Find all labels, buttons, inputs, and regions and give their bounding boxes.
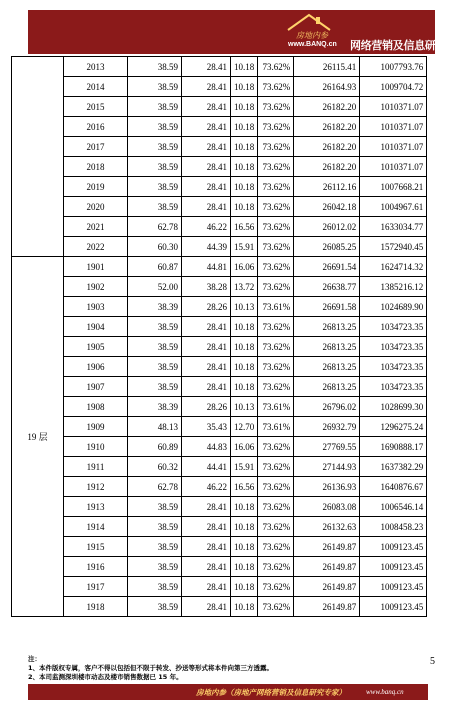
table-row (12, 77, 427, 97)
value-cell: 28.41 (182, 57, 231, 77)
table-row (12, 577, 427, 597)
room-cell: 1913 (64, 497, 128, 517)
value-cell: 26691.58 (294, 297, 360, 317)
value-cell: 60.30 (128, 237, 182, 257)
value-cell: 28.41 (182, 317, 231, 337)
value-cell: 60.32 (128, 457, 182, 477)
value-cell: 16.56 (231, 217, 258, 237)
value-cell: 10.18 (231, 57, 258, 77)
value-cell: 28.41 (182, 517, 231, 537)
value-cell: 38.59 (128, 517, 182, 537)
value-cell: 26042.18 (294, 197, 360, 217)
room-cell: 1903 (64, 297, 128, 317)
value-cell: 62.78 (128, 217, 182, 237)
value-cell: 1010371.07 (360, 97, 427, 117)
value-cell: 73.62% (258, 517, 294, 537)
value-cell: 38.59 (128, 577, 182, 597)
value-cell: 26813.25 (294, 337, 360, 357)
value-cell: 73.62% (258, 477, 294, 497)
value-cell: 38.39 (128, 297, 182, 317)
table-row (12, 557, 427, 577)
value-cell: 26164.93 (294, 77, 360, 97)
value-cell: 38.59 (128, 177, 182, 197)
room-cell: 1907 (64, 377, 128, 397)
value-cell: 26115.41 (294, 57, 360, 77)
value-cell: 1009123.45 (360, 537, 427, 557)
value-cell: 26813.25 (294, 357, 360, 377)
value-cell: 73.62% (258, 457, 294, 477)
value-cell: 28.41 (182, 357, 231, 377)
value-cell: 10.18 (231, 377, 258, 397)
room-cell: 1918 (64, 597, 128, 617)
notes-label: 注： (28, 655, 41, 663)
value-cell: 1006546.14 (360, 497, 427, 517)
value-cell: 15.91 (231, 237, 258, 257)
value-cell: 38.59 (128, 337, 182, 357)
value-cell: 73.62% (258, 117, 294, 137)
value-cell: 1028699.30 (360, 397, 427, 417)
value-cell: 28.41 (182, 177, 231, 197)
value-cell: 26149.87 (294, 597, 360, 617)
value-cell: 35.43 (182, 417, 231, 437)
value-cell: 1009123.45 (360, 597, 427, 617)
value-cell: 28.41 (182, 537, 231, 557)
value-cell: 26149.87 (294, 537, 360, 557)
room-cell: 1906 (64, 357, 128, 377)
notes-line-1: 1、本件版权专属，客户不得以包括但不限于转发、抄送等形式将本件向第三方透露。 (28, 664, 274, 672)
value-cell: 73.62% (258, 57, 294, 77)
value-cell: 26132.63 (294, 517, 360, 537)
value-cell: 26149.87 (294, 557, 360, 577)
value-cell: 73.62% (258, 77, 294, 97)
value-cell: 28.41 (182, 597, 231, 617)
value-cell: 73.62% (258, 157, 294, 177)
value-cell: 73.61% (258, 297, 294, 317)
value-cell: 1637382.29 (360, 457, 427, 477)
room-cell: 1911 (64, 457, 128, 477)
value-cell: 73.62% (258, 197, 294, 217)
value-cell: 26182.20 (294, 137, 360, 157)
value-cell: 28.41 (182, 377, 231, 397)
value-cell: 28.41 (182, 77, 231, 97)
room-cell: 2022 (64, 237, 128, 257)
value-cell: 38.59 (128, 117, 182, 137)
value-cell: 73.62% (258, 177, 294, 197)
value-cell: 26813.25 (294, 317, 360, 337)
table-row (12, 457, 427, 477)
value-cell: 38.59 (128, 357, 182, 377)
room-cell: 1912 (64, 477, 128, 497)
value-cell: 73.62% (258, 577, 294, 597)
value-cell: 28.41 (182, 577, 231, 597)
value-cell: 73.62% (258, 317, 294, 337)
value-cell: 10.18 (231, 177, 258, 197)
room-cell: 1904 (64, 317, 128, 337)
value-cell: 73.62% (258, 557, 294, 577)
floor-cell: 19 层 (12, 257, 64, 617)
value-cell: 60.89 (128, 437, 182, 457)
table-row (12, 357, 427, 377)
table-row (12, 477, 427, 497)
table-row (12, 377, 427, 397)
room-cell: 1910 (64, 437, 128, 457)
room-cell: 1914 (64, 517, 128, 537)
value-cell: 10.18 (231, 357, 258, 377)
header-banner (28, 10, 468, 54)
table-row (12, 257, 427, 277)
table-row (12, 497, 427, 517)
value-cell: 15.91 (231, 457, 258, 477)
header-title: 网络营销及信息研究专家 (350, 39, 468, 52)
value-cell: 13.72 (231, 277, 258, 297)
value-cell: 73.62% (258, 237, 294, 257)
footer-text: 房地内参（房地产网络营销及信息研究专家） (196, 688, 346, 697)
value-cell: 28.41 (182, 197, 231, 217)
value-cell: 1624714.32 (360, 257, 427, 277)
table-row (12, 317, 427, 337)
value-cell: 16.56 (231, 477, 258, 497)
room-cell: 2021 (64, 217, 128, 237)
value-cell: 26182.20 (294, 117, 360, 137)
value-cell: 1008458.23 (360, 517, 427, 537)
value-cell: 1034723.35 (360, 317, 427, 337)
value-cell: 1034723.35 (360, 357, 427, 377)
value-cell: 73.62% (258, 357, 294, 377)
value-cell: 1004967.61 (360, 197, 427, 217)
value-cell: 1007668.21 (360, 177, 427, 197)
room-cell: 2015 (64, 97, 128, 117)
value-cell: 38.59 (128, 377, 182, 397)
value-cell: 16.06 (231, 437, 258, 457)
table-row (12, 197, 427, 217)
value-cell: 1640876.67 (360, 477, 427, 497)
table-row (12, 437, 427, 457)
room-cell: 2016 (64, 117, 128, 137)
room-cell: 1901 (64, 257, 128, 277)
table-row (12, 297, 427, 317)
value-cell: 10.18 (231, 517, 258, 537)
value-cell: 26136.93 (294, 477, 360, 497)
value-cell: 10.18 (231, 557, 258, 577)
value-cell: 12.70 (231, 417, 258, 437)
value-cell: 38.59 (128, 317, 182, 337)
value-cell: 27769.55 (294, 437, 360, 457)
room-cell: 2020 (64, 197, 128, 217)
table-row (12, 397, 427, 417)
value-cell: 73.62% (258, 137, 294, 157)
value-cell: 1007793.76 (360, 57, 427, 77)
value-cell: 60.87 (128, 257, 182, 277)
value-cell: 73.62% (258, 497, 294, 517)
table-row (12, 137, 427, 157)
value-cell: 1690888.17 (360, 437, 427, 457)
value-cell: 1010371.07 (360, 137, 427, 157)
room-cell: 2013 (64, 57, 128, 77)
room-cell: 2019 (64, 177, 128, 197)
value-cell: 26085.25 (294, 237, 360, 257)
value-cell: 26932.79 (294, 417, 360, 437)
value-cell: 26796.02 (294, 397, 360, 417)
floor-cell (12, 57, 64, 257)
value-cell: 38.59 (128, 137, 182, 157)
value-cell: 1385216.12 (360, 277, 427, 297)
value-cell: 28.41 (182, 497, 231, 517)
room-cell: 1905 (64, 337, 128, 357)
room-cell: 1917 (64, 577, 128, 597)
value-cell: 28.41 (182, 97, 231, 117)
value-cell: 1633034.77 (360, 217, 427, 237)
table-row (12, 537, 427, 557)
value-cell: 38.59 (128, 57, 182, 77)
value-cell: 1009704.72 (360, 77, 427, 97)
notes-line-2: 2、本司监测深圳楼市动态及楼市销售数据已 15 年。 (28, 673, 183, 681)
value-cell: 38.59 (128, 557, 182, 577)
room-cell: 1915 (64, 537, 128, 557)
value-cell: 10.18 (231, 337, 258, 357)
value-cell: 26182.20 (294, 157, 360, 177)
value-cell: 26083.08 (294, 497, 360, 517)
value-cell: 10.18 (231, 97, 258, 117)
table-row (12, 57, 427, 77)
value-cell: 10.18 (231, 577, 258, 597)
value-cell: 26691.54 (294, 257, 360, 277)
table-row (12, 597, 427, 617)
value-cell: 26182.20 (294, 97, 360, 117)
value-cell: 73.62% (258, 257, 294, 277)
value-cell: 73.62% (258, 597, 294, 617)
value-cell: 38.59 (128, 97, 182, 117)
value-cell: 44.39 (182, 237, 231, 257)
table-row (12, 97, 427, 117)
value-cell: 10.18 (231, 197, 258, 217)
value-cell: 48.13 (128, 417, 182, 437)
value-cell: 16.06 (231, 257, 258, 277)
value-cell: 38.59 (128, 537, 182, 557)
value-cell: 44.83 (182, 437, 231, 457)
table-row (12, 337, 427, 357)
value-cell: 1010371.07 (360, 157, 427, 177)
table-row (12, 517, 427, 537)
value-cell: 28.41 (182, 137, 231, 157)
value-cell: 52.00 (128, 277, 182, 297)
value-cell: 10.18 (231, 117, 258, 137)
value-cell: 10.18 (231, 597, 258, 617)
value-cell: 38.28 (182, 277, 231, 297)
value-cell: 26112.16 (294, 177, 360, 197)
brand-logo (278, 10, 348, 54)
value-cell: 28.26 (182, 397, 231, 417)
value-cell: 44.41 (182, 457, 231, 477)
value-cell: 38.59 (128, 497, 182, 517)
value-cell: 1009123.45 (360, 577, 427, 597)
room-cell: 1902 (64, 277, 128, 297)
value-cell: 38.59 (128, 597, 182, 617)
footer-url: www.banq.cn (366, 688, 404, 696)
value-cell: 1010371.07 (360, 117, 427, 137)
value-cell: 28.41 (182, 117, 231, 137)
value-cell: 73.61% (258, 397, 294, 417)
room-cell: 1908 (64, 397, 128, 417)
table-row (12, 177, 427, 197)
value-cell: 27144.93 (294, 457, 360, 477)
value-cell: 1572940.45 (360, 237, 427, 257)
value-cell: 28.41 (182, 157, 231, 177)
room-cell: 2014 (64, 77, 128, 97)
table-row (12, 237, 427, 257)
value-cell: 26012.02 (294, 217, 360, 237)
room-cell: 2018 (64, 157, 128, 177)
footer-banner (28, 684, 428, 700)
value-cell: 26813.25 (294, 377, 360, 397)
value-cell: 10.18 (231, 317, 258, 337)
value-cell: 28.41 (182, 337, 231, 357)
value-cell: 26149.87 (294, 577, 360, 597)
value-cell: 73.62% (258, 537, 294, 557)
value-cell: 73.62% (258, 437, 294, 457)
value-cell: 46.22 (182, 217, 231, 237)
house-roof-icon (286, 12, 332, 32)
value-cell: 26638.77 (294, 277, 360, 297)
value-cell: 10.18 (231, 537, 258, 557)
table-row (12, 157, 427, 177)
value-cell: 1009123.45 (360, 557, 427, 577)
value-cell: 46.22 (182, 477, 231, 497)
table-row (12, 277, 427, 297)
value-cell: 28.41 (182, 557, 231, 577)
value-cell: 1034723.35 (360, 377, 427, 397)
value-cell: 28.26 (182, 297, 231, 317)
value-cell: 38.39 (128, 397, 182, 417)
value-cell: 73.61% (258, 417, 294, 437)
value-cell: 10.18 (231, 157, 258, 177)
value-cell: 44.81 (182, 257, 231, 277)
value-cell: 62.78 (128, 477, 182, 497)
value-cell: 10.18 (231, 137, 258, 157)
value-cell: 10.18 (231, 77, 258, 97)
notes-section (28, 655, 420, 682)
value-cell: 73.62% (258, 377, 294, 397)
room-cell: 2017 (64, 137, 128, 157)
room-cell: 1909 (64, 417, 128, 437)
value-cell: 1024689.90 (360, 297, 427, 317)
room-cell: 1916 (64, 557, 128, 577)
price-table (11, 56, 427, 617)
value-cell: 1296275.24 (360, 417, 427, 437)
value-cell: 73.62% (258, 277, 294, 297)
table-row (12, 417, 427, 437)
brand-name: 房地内参 (296, 31, 328, 40)
table-row (12, 217, 427, 237)
value-cell: 10.13 (231, 297, 258, 317)
brand-url: www.BANQ.cn (288, 41, 337, 48)
value-cell: 73.62% (258, 337, 294, 357)
value-cell: 73.62% (258, 217, 294, 237)
value-cell: 73.62% (258, 97, 294, 117)
table-row (12, 117, 427, 137)
value-cell: 1034723.35 (360, 337, 427, 357)
value-cell: 38.59 (128, 77, 182, 97)
value-cell: 10.18 (231, 497, 258, 517)
value-cell: 38.59 (128, 157, 182, 177)
value-cell: 38.59 (128, 197, 182, 217)
page-number: 5 (430, 656, 435, 667)
value-cell: 10.13 (231, 397, 258, 417)
